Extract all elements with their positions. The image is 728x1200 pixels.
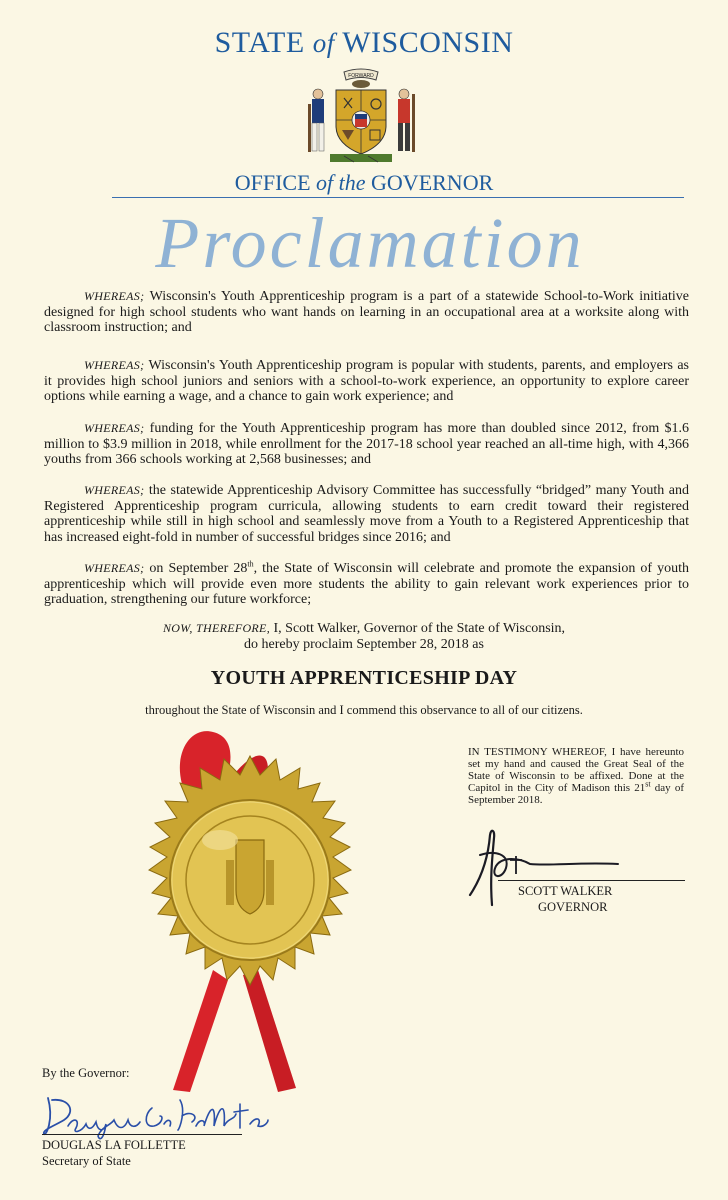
office-of: of the [316,170,366,195]
paragraph-text: the statewide Apprenticeship Advisory Committee has successfully “bridged” many Youth and Registered Apprenticeship program curricula, allowing students to earn credit toward their registered apprenticeship while still in high school and seamlessly move from a Youth to a Registered Apprenticeship that has increased eight-fold in number of successful bridges since 2016; and [44,483,689,545]
whereas-paragraph-3 [44,421,689,468]
testimony-superscript: st [645,779,651,789]
coat-motto: FORWARD [348,73,374,79]
paragraph-text: Wisconsin's Youth Apprenticeship program is popular with students, parents, and employers as it provides high school juniors and seniors with a school-to-work experience, an opportunity to explore career options while earning a wage, and a chance to gain work experience; and [44,358,689,404]
coat-of-arms-icon [296,64,426,169]
now-therefore-lead: NOW, THEREFORE, [162,621,270,635]
whereas-paragraph-1 [44,289,689,336]
proclaim-block [0,620,728,653]
proclaim-line-2: do hereby proclaim September 28, 2018 as [244,637,484,652]
paragraph-text-continued: , the State of Wisconsin will celebrate and promote the expansion of youth apprenticeship which will provide even more students the ability to gain relevant work experiences prior to graduation, strengthening our future workforce; [44,561,689,607]
office-title [0,170,728,196]
paragraph-superscript: th [247,559,254,569]
whereas-lead: WHEREAS; [84,483,145,497]
by-the-governor: By the Governor: [42,1066,130,1080]
whereas-paragraph-5 [44,561,689,608]
whereas-lead: WHEREAS; [84,421,145,435]
whereas-lead: WHEREAS; [84,289,145,303]
governor-title: GOVERNOR [538,900,608,914]
secretary-signature-line [42,1134,242,1135]
state-prefix: STATE [214,26,305,59]
secretary-title: Secretary of State [42,1154,131,1168]
testimony-text: IN TESTIMONY WHEREOF, I have hereunto set my hand and caused the Great Seal of the State of Wisconsin to be affixed. Done at the Capitol in the City of Madison this 21 [468,746,684,794]
testimony-text-end: day of September 2018. [468,782,685,806]
commend-line: throughout the State of Wisconsin and I commend this observance to all of our citizens. [145,703,583,717]
paragraph-text: on September 28 [144,561,248,576]
whereas-paragraph-2 [44,358,689,405]
paragraph-text: Wisconsin's Youth Apprenticeship program is a part of a statewide School-to-Work initiative designed for high school students who want hands on learning in an occupational area at a worksite along with classroom instruction; and [44,289,689,335]
state-of: of [312,28,335,58]
state-name: WISCONSIN [342,26,514,59]
testimony-block [468,746,684,806]
state-title [0,26,728,60]
paragraph-text: funding for the Youth Apprenticeship program has more than doubled since 2012, from $1.6 million to $3.9 million in 2018, while enrollment for the 2017-18 school year reached an all-time high, with 4,366 youths from 366 schools working at 2,568 businesses; and [44,421,689,467]
proclamation-headline: YOUTH APPRENTICESHIP DAY [210,667,518,689]
proclaim-line-1-text: I, Scott Walker, Governor of the State of Wisconsin, [270,621,566,636]
office-prefix: OFFICE [234,170,311,195]
gold-seal-with-ribbon-icon [118,720,388,1120]
whereas-lead: WHEREAS; [84,358,145,372]
whereas-paragraph-4 [44,483,689,545]
whereas-lead: WHEREAS; [84,561,145,575]
secretary-name: DOUGLAS LA FOLLETTE [42,1138,186,1152]
proclaim-line-1 [0,620,728,637]
proclamation-title: Proclamation [155,203,585,283]
governor-name: SCOTT WALKER [518,884,613,898]
governor-signature-line [498,880,685,881]
office-name: GOVERNOR [371,170,494,195]
